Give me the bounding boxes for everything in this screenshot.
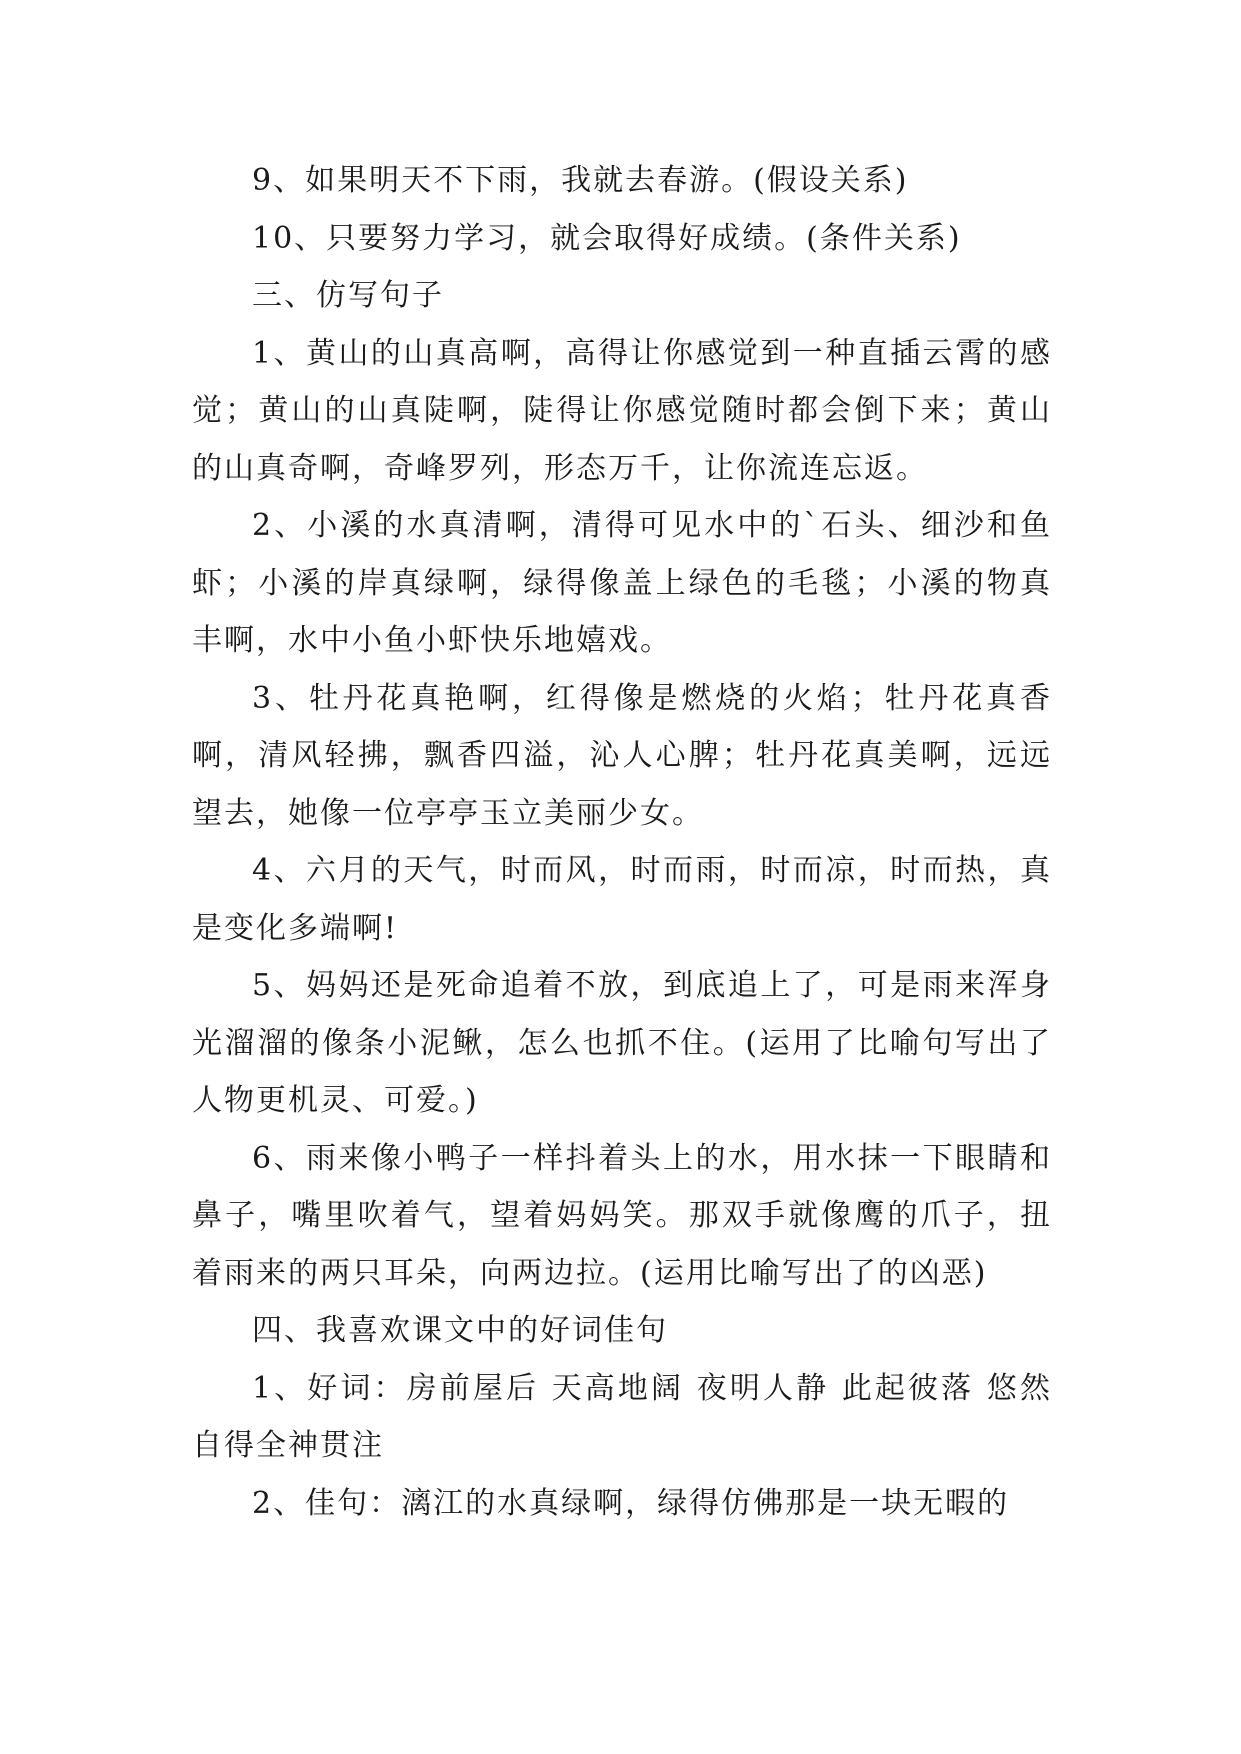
paragraph-imitation-4: 4、六月的天气，时而风，时而雨，时而凉，时而热，真是变化多端啊! [192, 853, 1052, 946]
paragraph-good-words: 1、好词：房前屋后 天高地阔 夜明人静 此起彼落 悠然自得全神贯注 [192, 1370, 1052, 1463]
paragraph-good-sentences: 2、佳句：漓江的水真绿啊，绿得仿佛那是一块无暇的 [252, 1485, 1010, 1521]
paragraph-item-9: 9、如果明天不下雨，我就去春游。(假设关系) [252, 163, 909, 198]
section-heading-good-words: 四、我喜欢课文中的好词佳句 [252, 1313, 668, 1348]
paragraph-imitation-3: 3、牡丹花真艳啊，红得像是燃烧的火焰；牡丹花真香啊，清风轻拂，飘香四溢，沁人心脾；牡丹花真美啊，远远望去，她像一位亭亭玉立美丽少女。 [192, 680, 1052, 831]
document-body [192, 152, 1052, 1532]
paragraph-imitation-5: 5、妈妈还是死命追着不放，到底追上了，可是雨来浑身光溜溜的像条小泥鳅，怎么也抓不住。(运用了比喻句写出了人物更机灵、可爱。) [192, 968, 1052, 1118]
paragraph-item-10: 10、只要努力学习，就会取得好成绩。(条件关系) [252, 220, 962, 256]
paragraph-imitation-2: 2、小溪的水真清啊，清得可见水中的`石头、细沙和鱼虾；小溪的岸真绿啊，绿得像盖上绿色的毛毯；小溪的物真丰啊，水中小鱼小虾快乐地嬉戏。 [192, 508, 1052, 658]
paragraph-imitation-1: 1、黄山的山真高啊，高得让你感觉到一种直插云霄的感觉；黄山的山真陡啊，陡得让你感觉随时都会倒下来；黄山的山真奇啊，奇峰罗列，形态万千，让你流连忘返。 [192, 335, 1052, 486]
section-heading-imitation: 三、仿写句子 [252, 278, 444, 313]
paragraph-imitation-6: 6、雨来像小鸭子一样抖着头上的水，用水抹一下眼睛和鼻子，嘴里吹着气，望着妈妈笑。那双手就像鹰的爪子，扭着雨来的两只耳朵，向两边拉。(运用比喻写出了的凶恶) [192, 1140, 1052, 1291]
